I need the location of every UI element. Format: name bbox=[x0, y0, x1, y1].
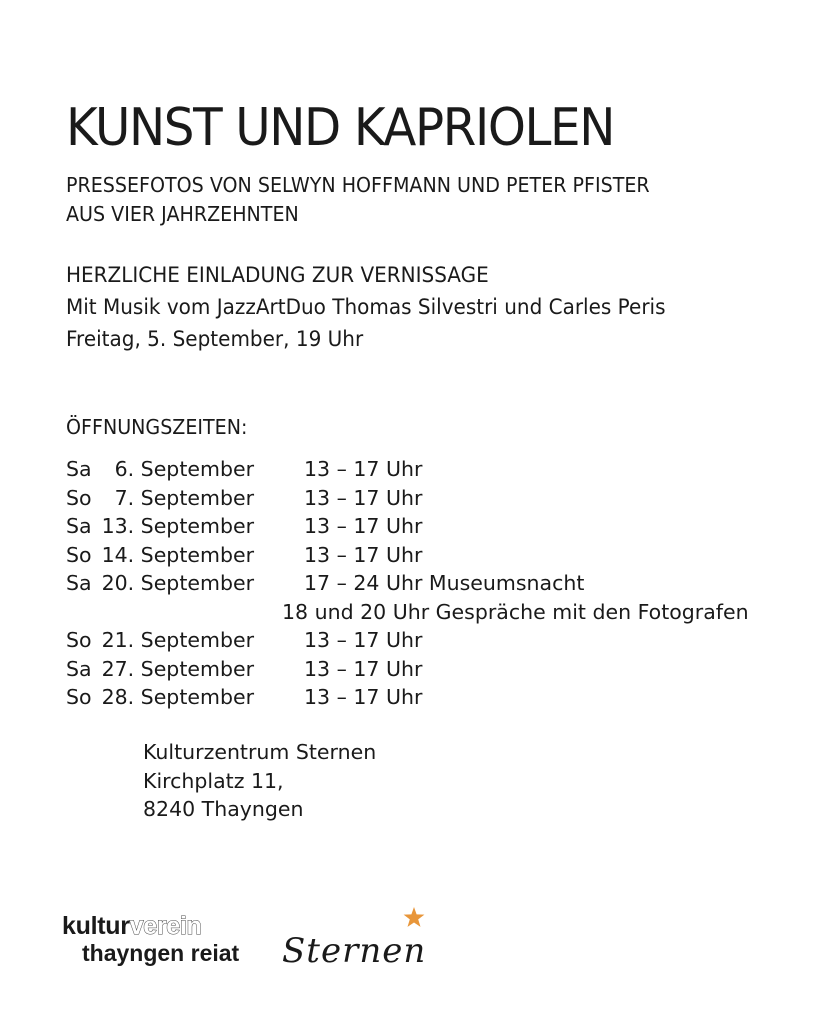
subtitle-line-2: AUS VIER JAHRZEHNTEN bbox=[66, 202, 299, 226]
venue-street: Kirchplatz 11, bbox=[143, 768, 284, 793]
schedule-day: Sa bbox=[66, 571, 92, 595]
opening-hours-heading: ÖFFNUNGSZEITEN: bbox=[66, 415, 248, 439]
schedule-time: 17 – 24 Uhr Museumsnacht bbox=[304, 571, 585, 595]
subtitle bbox=[66, 171, 650, 229]
sternen-logo-graphic bbox=[276, 900, 436, 980]
schedule-day: So bbox=[66, 485, 92, 510]
schedule-day: Sa bbox=[66, 457, 92, 481]
venue-address bbox=[143, 738, 376, 824]
schedule-time: 13 – 17 Uhr bbox=[304, 514, 423, 538]
schedule-date: 27. September bbox=[101, 656, 254, 681]
invitation-date: Freitag, 5. September, 19 Uhr bbox=[66, 327, 364, 352]
schedule-time: 13 – 17 Uhr bbox=[304, 628, 423, 652]
star-icon bbox=[404, 907, 425, 927]
schedule-time: 13 – 17 Uhr bbox=[304, 656, 423, 681]
schedule-day: So bbox=[66, 628, 92, 652]
schedule-time: 13 – 17 Uhr bbox=[304, 542, 423, 567]
schedule-day: So bbox=[66, 542, 92, 567]
kulturverein-logo bbox=[62, 912, 239, 966]
schedule-date: 14. September bbox=[101, 542, 254, 567]
schedule-date: 6. September bbox=[114, 457, 254, 481]
invitation-music: Mit Musik vom JazzArtDuo Thomas Silvestri und Carles Peris bbox=[66, 295, 666, 320]
schedule-time: 13 – 17 Uhr bbox=[304, 485, 423, 510]
schedule-date: 13. September bbox=[101, 514, 254, 538]
sternen-logo bbox=[276, 900, 436, 984]
schedule-day: So bbox=[66, 685, 92, 709]
schedule-time: 13 – 17 Uhr bbox=[304, 457, 423, 481]
schedule-time: 13 – 17 Uhr bbox=[304, 685, 423, 709]
schedule-day: Sa bbox=[66, 514, 92, 538]
logo-thayngen-reiat-text: thayngen reiat bbox=[82, 940, 240, 966]
sternen-script-text: Sternen bbox=[282, 931, 427, 971]
subtitle-line-1: PRESSEFOTOS VON SELWYN HOFFMANN UND PETER PFISTER bbox=[66, 173, 650, 197]
schedule-date: 20. September bbox=[101, 571, 254, 595]
logo-verein-text: verein bbox=[129, 912, 202, 940]
venue-city: 8240 Thayngen bbox=[143, 797, 304, 821]
schedule-date: 21. September bbox=[101, 628, 254, 652]
schedule-time: 18 und 20 Uhr Gespräche mit den Fotografen bbox=[282, 599, 749, 624]
page-title: KUNST UND KAPRIOLEN bbox=[66, 98, 614, 158]
schedule-day: Sa bbox=[66, 656, 92, 681]
schedule-date: 7. September bbox=[114, 485, 254, 510]
venue-name: Kulturzentrum Sternen bbox=[143, 740, 377, 764]
schedule-date: 28. September bbox=[101, 685, 254, 709]
logo-kultur-text: kultur bbox=[62, 912, 130, 940]
star-shape bbox=[404, 907, 425, 927]
invitation-block bbox=[66, 260, 666, 356]
invitation-heading: HERZLICHE EINLADUNG ZUR VERNISSAGE bbox=[66, 263, 489, 288]
